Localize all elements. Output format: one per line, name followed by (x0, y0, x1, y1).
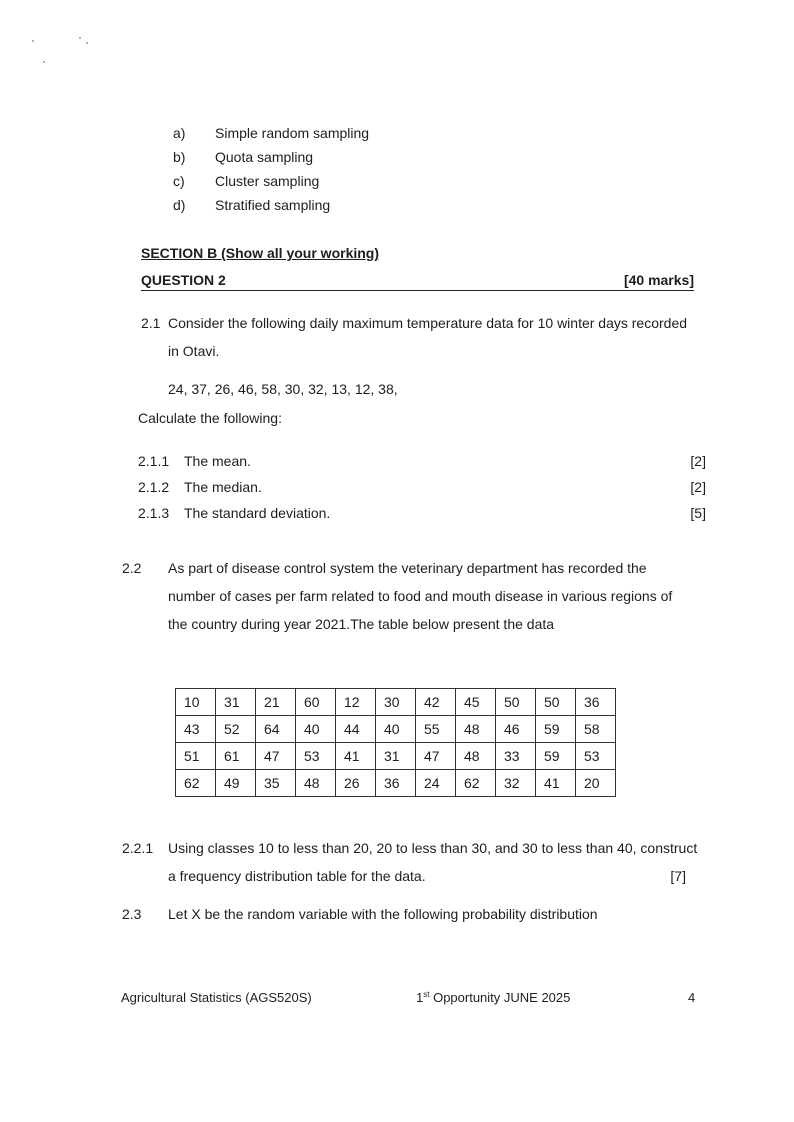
table-cell: 40 (296, 716, 336, 743)
table-cell: 31 (376, 743, 416, 770)
subquestion-marks: [5] (690, 505, 706, 521)
table-cell: 24 (416, 770, 456, 797)
table-row (176, 716, 616, 743)
table-cell: 60 (296, 689, 336, 716)
option-text: Stratified sampling (215, 197, 331, 213)
question-text: As part of disease control system the veterinary department has recorded the (168, 560, 647, 576)
table-cell: 43 (176, 716, 216, 743)
table-cell: 47 (416, 743, 456, 770)
table-cell: 42 (416, 689, 456, 716)
table-cell: 48 (296, 770, 336, 797)
table-cell: 36 (376, 770, 416, 797)
subquestion-text: a frequency distribution table for the data. (168, 868, 426, 884)
cases-data-table (175, 688, 616, 797)
table-cell: 35 (256, 770, 296, 797)
subquestion-marks: [2] (690, 453, 706, 469)
subquestion-text: The mean. (184, 453, 251, 469)
question-text: in Otavi. (168, 343, 220, 359)
option-text: Simple random sampling (215, 125, 370, 141)
table-cell: 45 (456, 689, 496, 716)
table-cell: 51 (176, 743, 216, 770)
subquestion-number: 2.1.2 (138, 479, 170, 495)
table-row (176, 689, 616, 716)
table-cell: 59 (536, 716, 576, 743)
question-marks: [40 marks] (623, 272, 694, 288)
table-cell: 50 (536, 689, 576, 716)
table-cell: 47 (256, 743, 296, 770)
option-letter: b) (173, 149, 186, 165)
table-cell: 10 (176, 689, 216, 716)
table-cell: 53 (296, 743, 336, 770)
table-cell: 62 (176, 770, 216, 797)
question-text: number of cases per farm related to food and mouth disease in various regions of (168, 588, 673, 604)
subquestion-number: 2.1.3 (138, 505, 170, 521)
option-text: Cluster sampling (215, 173, 320, 189)
option-letter: d) (173, 197, 186, 213)
table-cell: 52 (216, 716, 256, 743)
question-text: Consider the following daily maximum temperature data for 10 winter days recorded (168, 315, 688, 331)
scan-speck (79, 37, 81, 39)
table-cell: 61 (216, 743, 256, 770)
table-cell: 58 (576, 716, 616, 743)
scan-speck (43, 61, 45, 63)
page-number: 4 (688, 990, 696, 1005)
table-cell: 55 (416, 716, 456, 743)
section-heading: SECTION B (Show all your working) (141, 245, 380, 261)
table-cell: 49 (216, 770, 256, 797)
footer-opportunity-sup: st (423, 990, 430, 999)
table-cell: 48 (456, 743, 496, 770)
scan-speck (32, 40, 34, 42)
table-cell: 62 (456, 770, 496, 797)
question-number: 2.1 (141, 315, 161, 331)
table-cell: 31 (216, 689, 256, 716)
option-letter: a) (173, 125, 186, 141)
question-title: QUESTION 2 (141, 272, 226, 288)
temperature-data: 24, 37, 26, 46, 58, 30, 32, 13, 12, 38, (168, 381, 398, 397)
table-cell: 40 (376, 716, 416, 743)
table-cell: 53 (576, 743, 616, 770)
question-text: the country during year 2021.The table below present the data (168, 616, 555, 632)
table-cell: 59 (536, 743, 576, 770)
table-row (176, 770, 616, 797)
subquestion-number: 2.2.1 (122, 840, 154, 856)
question-header (141, 272, 694, 291)
table-cell: 41 (336, 743, 376, 770)
table-cell: 36 (576, 689, 616, 716)
scan-speck (86, 42, 88, 44)
subquestion-text: The standard deviation. (184, 505, 331, 521)
question-text: Let X be the random variable with the following probability distribution (168, 906, 598, 922)
footer-opportunity (416, 990, 570, 1005)
table-cell: 26 (336, 770, 376, 797)
table-cell: 21 (256, 689, 296, 716)
footer-opportunity-num: 1 (416, 990, 424, 1005)
footer-opportunity-rest: Opportunity JUNE 2025 (429, 990, 571, 1005)
option-letter: c) (173, 173, 185, 189)
option-text: Quota sampling (215, 149, 314, 165)
table-cell: 46 (496, 716, 536, 743)
table-cell: 30 (376, 689, 416, 716)
table-cell: 64 (256, 716, 296, 743)
subquestion-marks: [7] (670, 868, 686, 884)
table-cell: 41 (536, 770, 576, 797)
instruction-text: Calculate the following: (138, 410, 282, 426)
footer-course: Agricultural Statistics (AGS520S) (121, 990, 312, 1005)
table-cell: 44 (336, 716, 376, 743)
subquestion-text: Using classes 10 to less than 20, 20 to less than 30, and 30 to less than 40, construct (168, 840, 698, 856)
table-cell: 33 (496, 743, 536, 770)
table-cell: 20 (576, 770, 616, 797)
subquestion-text: The median. (184, 479, 262, 495)
question-number: 2.3 (122, 906, 142, 922)
subquestion-marks: [2] (690, 479, 706, 495)
table-cell: 50 (496, 689, 536, 716)
table-cell: 48 (456, 716, 496, 743)
table-cell: 12 (336, 689, 376, 716)
table-row (176, 743, 616, 770)
question-number: 2.2 (122, 560, 142, 576)
subquestion-number: 2.1.1 (138, 453, 170, 469)
table-cell: 32 (496, 770, 536, 797)
